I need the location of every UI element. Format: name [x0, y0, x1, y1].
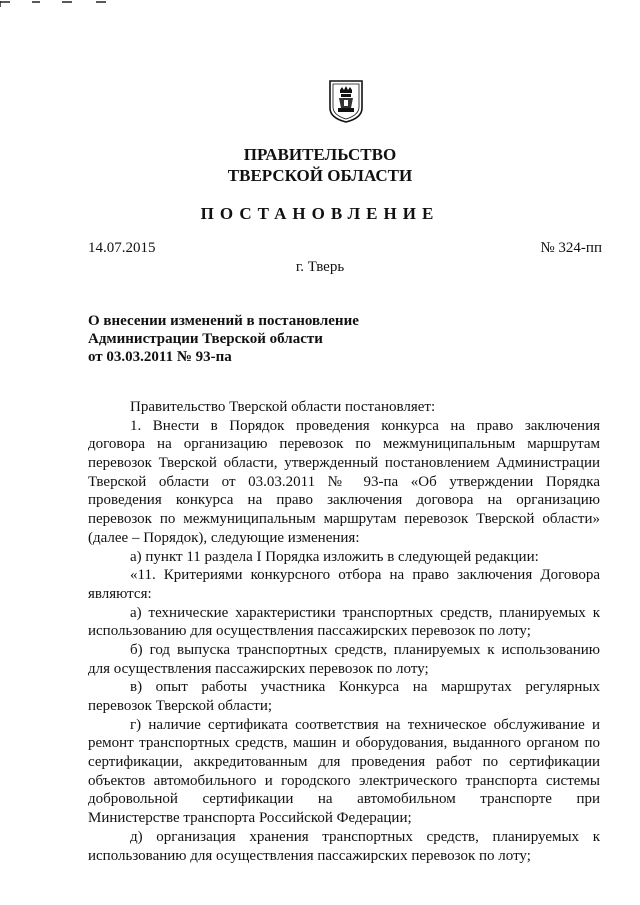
government-title-line2: ТВЕРСКОЙ ОБЛАСТИ [227, 166, 413, 185]
body-text-line: в) опыт работы участника Конкурса на маршрутах регулярных [130, 679, 600, 696]
body-text-line: г) наличие сертификата соответствия на техническое обслуживание и [130, 716, 600, 733]
body-text-line: перевозок Тверской области, утвержденный постановлением Администрации [88, 455, 600, 472]
body-text-line: объектов автомобильного и городского электрического транспорта системы [88, 772, 600, 789]
body-text-line: перевозок по межмуниципальным маршрутам перевозок Тверской области» [88, 511, 600, 528]
body-text-line: проведения конкурса на право заключения договора на организацию [88, 492, 600, 509]
coat-of-arms-emblem [327, 78, 365, 124]
body-text-line: сертификации, аккредитованным для проведения работ по сертификации [88, 754, 600, 771]
subject-line: от 03.03.2011 № 93-па [88, 349, 232, 365]
decree-subject [88, 312, 359, 366]
body-text-line: добровольной сертификации на автомобильном транспорте при [88, 791, 600, 808]
body-text-line: использованию для осуществления пассажирских перевозок по лоту; [88, 623, 531, 640]
body-text-line: д) организация хранения транспортных средств, планируемых к [130, 828, 600, 845]
decree-city: г. Тверь [295, 259, 345, 275]
body-text-line: Министерстве транспорта Российской Федерации; [88, 810, 412, 827]
body-text-line: б) год выпуска транспортных средств, планируемых к использованию [130, 641, 600, 658]
body-text-line: а) технические характеристики транспортных средств, планируемых к [130, 604, 600, 621]
body-text-line: для осуществления пассажирских перевозок по лоту; [88, 660, 429, 677]
body-text-line: являются: [88, 585, 152, 602]
body-text-line: использованию для осуществления пассажирских перевозок по лоту; [88, 847, 531, 864]
body-text-line: а) пункт 11 раздела I Порядка изложить в следующей редакции: [130, 548, 539, 565]
body-text-line: «11. Критериями конкурсного отбора на право заключения Договора [130, 567, 600, 584]
decree-body [88, 398, 600, 865]
subject-line: О внесении изменений в постановление [88, 313, 359, 329]
body-text-line: Правительство Тверской области постановляет: [130, 399, 436, 415]
body-text-line: ремонт транспортных средств, машин и оборудования, выданного органом по [88, 735, 600, 752]
scan-artifact-marks [0, 0, 640, 8]
body-text-line: (далее – Порядок), следующие изменения: [88, 529, 360, 546]
body-text-line: договора на организацию перевозок по межмуниципальным маршрутам [88, 436, 600, 453]
body-text-line: перевозок Тверской области; [88, 698, 273, 714]
decree-number: № 324-пп [540, 240, 602, 256]
body-text-line: Тверской области от 03.03.2011 № 93-па «Об утверждении Порядка [88, 473, 600, 490]
decree-title: ПОСТАНОВЛЕНИЕ [200, 204, 440, 223]
decree-date: 14.07.2015 [88, 240, 156, 256]
government-title-line1: ПРАВИТЕЛЬСТВО [243, 145, 397, 164]
body-text-line: 1. Внести в Порядок проведения конкурса на право заключения [130, 417, 600, 434]
subject-line: Администрации Тверской области [88, 331, 323, 347]
